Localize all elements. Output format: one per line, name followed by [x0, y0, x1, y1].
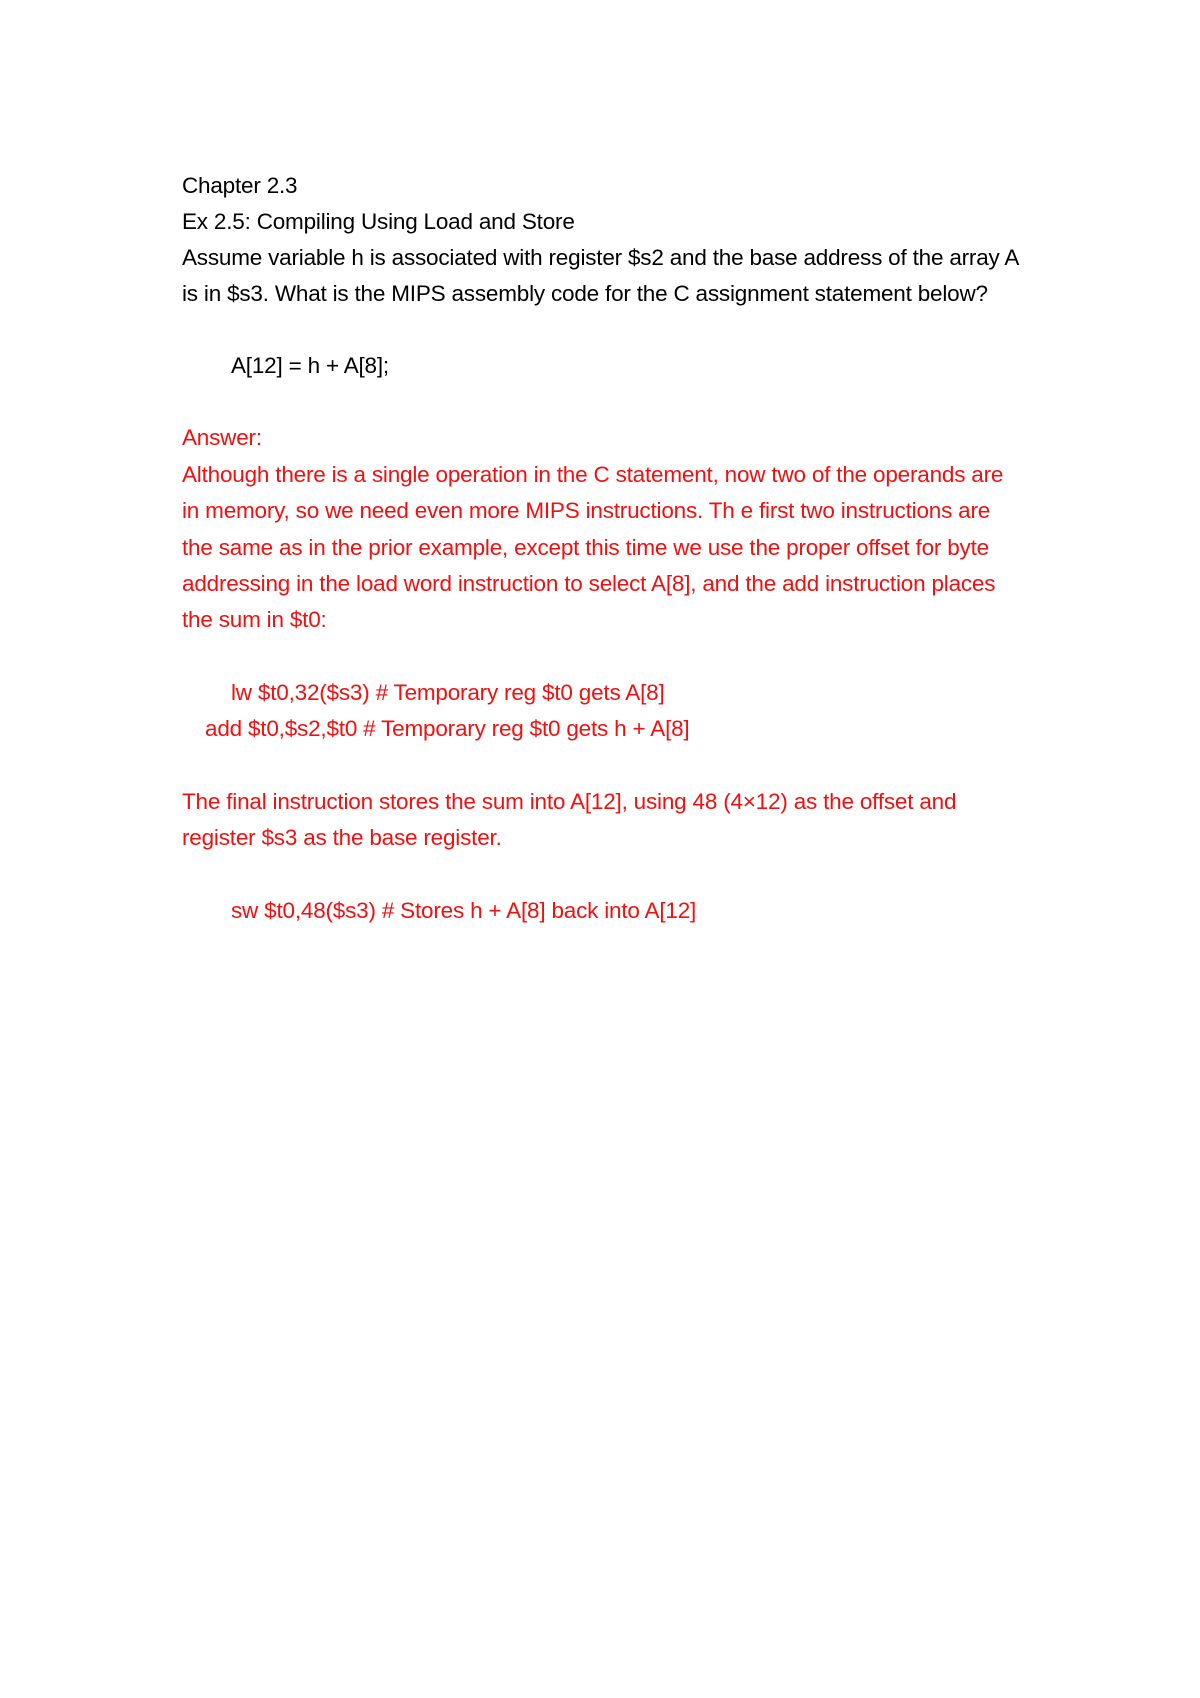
answer-line-5: the sum in $t0: [182, 607, 327, 632]
answer-line-4: addressing in the load word instruction to select A[8], and the add instruction places [182, 571, 996, 596]
question-line-1: Assume variable h is associated with register $s2 and the base address of the array A [182, 245, 1020, 270]
example-title: Ex 2.5: Compiling Using Load and Store [182, 209, 575, 234]
code-line-add: add $t0,$s2,$t0 # Temporary reg $t0 gets h + A[8] [205, 716, 690, 741]
code-line-sw: sw $t0,48($s3) # Stores h + A[8] back into A[12] [231, 898, 697, 923]
answer-line-2: in memory, so we need even more MIPS instructions. Th e first two instructions are [182, 498, 991, 523]
question-line-2: is in $s3. What is the MIPS assembly code for the C assignment statement below? [182, 281, 988, 306]
answer-line-3: the same as in the prior example, except this time we use the proper offset for byte [182, 535, 989, 560]
c-statement: A[12] = h + A[8]; [231, 353, 389, 378]
chapter-heading: Chapter 2.3 [182, 173, 298, 198]
code-line-lw: lw $t0,32($s3) # Temporary reg $t0 gets A[8] [231, 680, 665, 705]
final-line-2: register $s3 as the base register. [182, 825, 502, 850]
final-line-1: The final instruction stores the sum into A[12], using 48 (4×12) as the offset and [182, 789, 957, 814]
answer-label: Answer: [182, 425, 262, 450]
answer-line-1: Although there is a single operation in the C statement, now two of the operands are [182, 462, 1004, 487]
